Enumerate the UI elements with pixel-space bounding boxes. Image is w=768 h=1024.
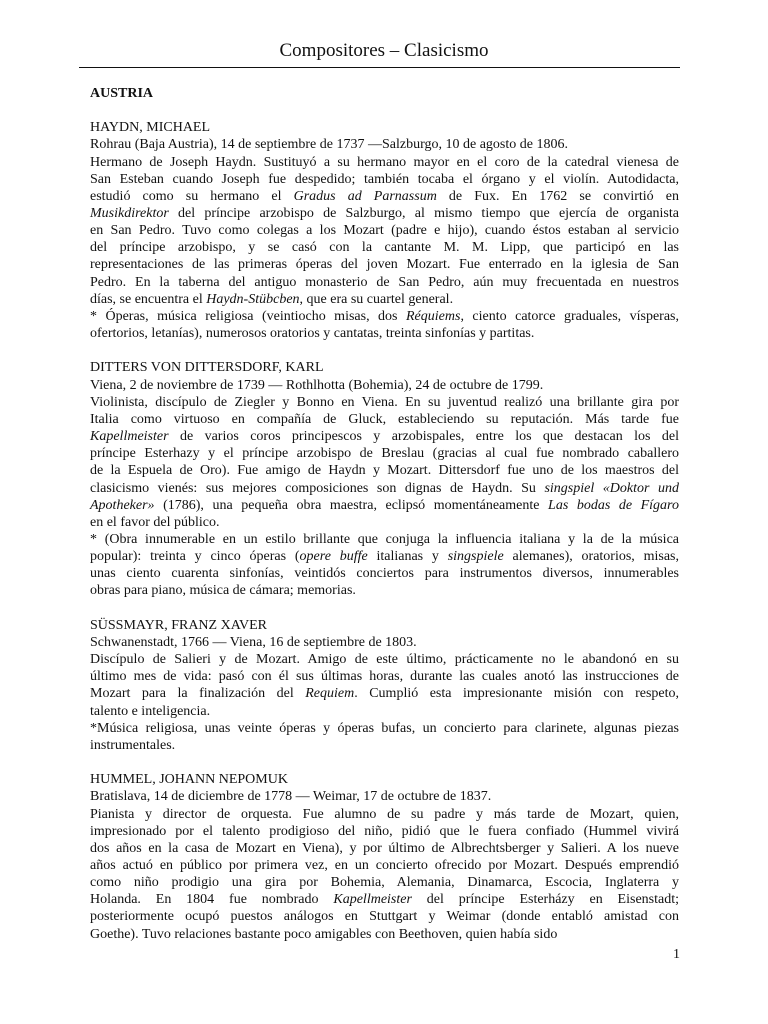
text-run: Italia como virtuoso en compañía de Gluck, estableciendo su reputación. Más tarde fue xyxy=(90,411,679,427)
page-number: 1 xyxy=(673,947,680,962)
text-line xyxy=(90,685,679,702)
text-line xyxy=(90,480,679,497)
italic-term: Musikdirektor xyxy=(90,205,169,221)
text-run: unas ciento cuarenta sinfonías, veintidós conciertos para instrumentos diversos, innumerables xyxy=(90,566,679,582)
text-line xyxy=(90,582,679,599)
document-body xyxy=(90,85,679,943)
composer-works xyxy=(90,531,679,600)
text-run: en San Pedro. Tuvo como colegas a los Mozart (padre e hijo), cuando éstos estaban al servicio xyxy=(90,223,679,239)
text-run: Pedro. En la taberna del antiguo monasterio de San Pedro, aún muy frecuentada en nuestros xyxy=(90,274,679,290)
text-run: instrumentales. xyxy=(90,737,176,753)
composer-biography xyxy=(90,394,679,531)
text-run: San Esteban cuando Joseph fue despedido; también tocaba el órgano y el violín. Autodidacta, xyxy=(90,171,679,187)
text-line xyxy=(90,291,679,308)
text-line xyxy=(90,806,679,823)
section-heading: AUSTRIA xyxy=(90,86,154,101)
text-line xyxy=(90,171,679,188)
composer-works xyxy=(90,720,679,754)
text-line xyxy=(90,445,679,462)
text-run: (1786), una pequeña obra maestra, eclipsó momentáneamente xyxy=(154,497,549,513)
italic-term: Requiem xyxy=(305,686,355,702)
composer-biography xyxy=(90,806,679,943)
text-run: obras para piano, música de cámara; memorias. xyxy=(90,583,356,599)
text-run: alemanes), oratorios, misas, xyxy=(503,549,679,565)
text-run: ofertorios, letanías), numerosos oratorios y cantatas, treinta sinfonías y partitas. xyxy=(90,326,535,342)
text-line xyxy=(90,411,679,428)
text-line xyxy=(90,651,679,668)
composer-entry xyxy=(90,771,679,943)
text-line xyxy=(90,497,679,514)
text-line xyxy=(90,325,679,342)
composer-dates: Rohrau (Baja Austria), 14 de septiembre de 1737 —Salzburgo, 10 de agosto de 1806. xyxy=(90,137,568,153)
text-run: representaciones de las primeras óperas del joven Mozart. Fue enterrado en la iglesia de San xyxy=(90,257,679,273)
text-run: Holanda. En 1804 fue nombrado xyxy=(90,892,334,908)
text-line xyxy=(90,565,679,582)
header-divider xyxy=(79,67,680,68)
composer-biography xyxy=(90,154,679,308)
text-run: días, se encuentra el xyxy=(90,291,207,307)
text-line xyxy=(90,891,679,908)
text-run: último mes de vida: pasó con él sus últimas horas, durante las cuales anotó las instrucciones de xyxy=(90,669,679,685)
text-line xyxy=(90,205,679,222)
text-run: * Óperas, música religiosa (veintiocho misas, dos xyxy=(90,308,406,324)
text-line xyxy=(90,840,679,857)
italic-term: singspiele xyxy=(447,549,504,565)
text-line xyxy=(90,514,679,531)
text-line xyxy=(90,908,679,925)
text-run: años actuó en público por primera vez, en un concierto ofrecido por Mozart. Después emprendió xyxy=(90,858,679,873)
text-run: popular): treinta y cinco óperas ( xyxy=(90,549,300,565)
text-run: dos años en la casa de Mozart en Viena), y por último de Albrechtsberger y Salieri. A los nueve xyxy=(90,840,679,856)
text-run: italianas y xyxy=(367,549,448,565)
text-line xyxy=(90,720,679,737)
text-run: estudió como su hermano el xyxy=(90,188,294,204)
composer-name: HAYDN, MICHAEL xyxy=(90,120,211,136)
text-run: de varios coros principescos y arzobispales, entre los que destacan los del xyxy=(168,429,679,445)
text-run: príncipe Esterhazy y el príncipe arzobispo de Breslau (gracias al cual fue nombrado caballero xyxy=(90,446,679,462)
text-run: , que era su cuartel general. xyxy=(299,291,454,307)
text-run: del príncipe arzobispo, y se casó con la cantante M. M. Lipp, que participó en las xyxy=(90,240,679,256)
text-line xyxy=(90,462,679,479)
text-line xyxy=(90,668,679,685)
text-run: Mozart para la finalización del xyxy=(90,686,306,702)
text-run: Goethe). Tuvo relaciones bastante poco amigables con Beethoven, quien había sido xyxy=(90,926,558,942)
text-run: . Cumplió esta impresionante misión con respeto, xyxy=(354,686,679,702)
text-run: posteriormente ocupó puestos análogos en Stuttgart y Weimar (donde entabló amistad con xyxy=(90,909,679,925)
spacer xyxy=(90,754,679,771)
composer-dates: Viena, 2 de noviembre de 1739 — Rothlhotta (Bohemia), 24 de octubre de 1799. xyxy=(90,377,544,393)
text-line xyxy=(90,548,679,565)
italic-term: singspiel «Doktor und xyxy=(544,480,679,496)
text-line xyxy=(90,239,679,256)
text-line xyxy=(90,222,679,239)
text-line xyxy=(90,188,679,205)
text-run: * (Obra innumerable en un estilo brillante que conjuga la influencia italiana y la de la música xyxy=(90,531,679,547)
text-run: clasicismo vienés: sus mejores composiciones son dignas de Haydn. Su xyxy=(90,480,545,496)
text-run: de la Espuela de Oro). Fue amigo de Haydn y Mozart. Dittersdorf fue uno de los maestros del xyxy=(90,463,679,479)
text-run: *Música religiosa, unas veinte óperas y óperas bufas, un concierto para clarinete, algunas piezas xyxy=(90,720,679,736)
italic-term: opere buffe xyxy=(299,549,368,565)
text-line xyxy=(90,926,679,943)
text-run: Violinista, discípulo de Ziegler y Bonno en Viena. En su juventud realizó una brillante gira por xyxy=(90,394,679,410)
text-line xyxy=(90,308,679,325)
spacer xyxy=(90,102,679,119)
composer-dates: Bratislava, 14 de diciembre de 1778 — Weimar, 17 de octubre de 1837. xyxy=(90,789,492,805)
text-run: Hermano de Joseph Haydn. Sustituyó a su hermano mayor en el coro de la catedral vienesa de xyxy=(90,154,679,170)
text-line xyxy=(90,823,679,840)
text-line xyxy=(90,154,679,171)
composer-works xyxy=(90,308,679,342)
composer-entry xyxy=(90,119,679,342)
text-line xyxy=(90,857,679,874)
page-header-title: Compositores – Clasicismo xyxy=(279,40,489,61)
text-run: Discípulo de Salieri y de Mozart. Amigo de este último, prácticamente no le abandonó en su xyxy=(90,652,679,668)
text-line xyxy=(90,274,679,291)
spacer xyxy=(90,600,679,617)
composer-name: SÜSSMAYR, FRANZ XAVER xyxy=(90,617,268,633)
italic-term: Kapellmeister xyxy=(333,892,412,908)
spacer xyxy=(90,342,679,359)
text-run: del príncipe Esterházy en Eisenstadt; xyxy=(411,892,679,908)
italic-term: Las bodas de Fígaro xyxy=(548,497,679,513)
text-run: Pianista y director de orquesta. Fue alumno de su padre y más tarde de Mozart, quien, xyxy=(90,806,679,822)
text-line xyxy=(90,531,679,548)
text-line xyxy=(90,394,679,411)
text-line xyxy=(90,428,679,445)
text-run: impresionado por el talento prodigioso del niño, pidió que le fuera confiado (Hummel vivirá xyxy=(90,823,679,839)
text-line xyxy=(90,703,679,720)
text-line xyxy=(90,256,679,273)
composer-biography xyxy=(90,651,679,720)
italic-term: Apotheker» xyxy=(90,497,155,513)
composer-dates: Schwanenstadt, 1766 — Viena, 16 de septiembre de 1803. xyxy=(90,634,417,650)
italic-term: Gradus ad Parnassum xyxy=(293,188,437,204)
text-run: del príncipe arzobispo de Salzburgo, al mismo tiempo que ejercía de organista xyxy=(168,205,679,221)
text-line xyxy=(90,874,679,891)
text-run: como niño prodigio una gira por Bohemia, Alemania, Dinamarca, Escocia, Inglaterra y xyxy=(90,875,679,891)
composer-name: HUMMEL, JOHANN NEPOMUK xyxy=(90,772,288,788)
text-run: de Fux. En 1762 se convirtió en xyxy=(436,188,679,204)
italic-term: Haydn-Stübcben xyxy=(206,291,300,307)
text-line xyxy=(90,737,679,754)
text-run: en el favor del público. xyxy=(90,514,220,530)
italic-term: Réquiems xyxy=(406,308,461,324)
composer-entries xyxy=(90,119,679,943)
composer-name: DITTERS VON DITTERSDORF, KARL xyxy=(90,360,324,376)
text-run: , ciento catorce graduales, vísperas, xyxy=(460,308,680,324)
composer-entry xyxy=(90,617,679,754)
italic-term: Kapellmeister xyxy=(90,429,169,445)
text-run: talento e inteligencia. xyxy=(90,703,211,719)
composer-entry xyxy=(90,359,679,599)
